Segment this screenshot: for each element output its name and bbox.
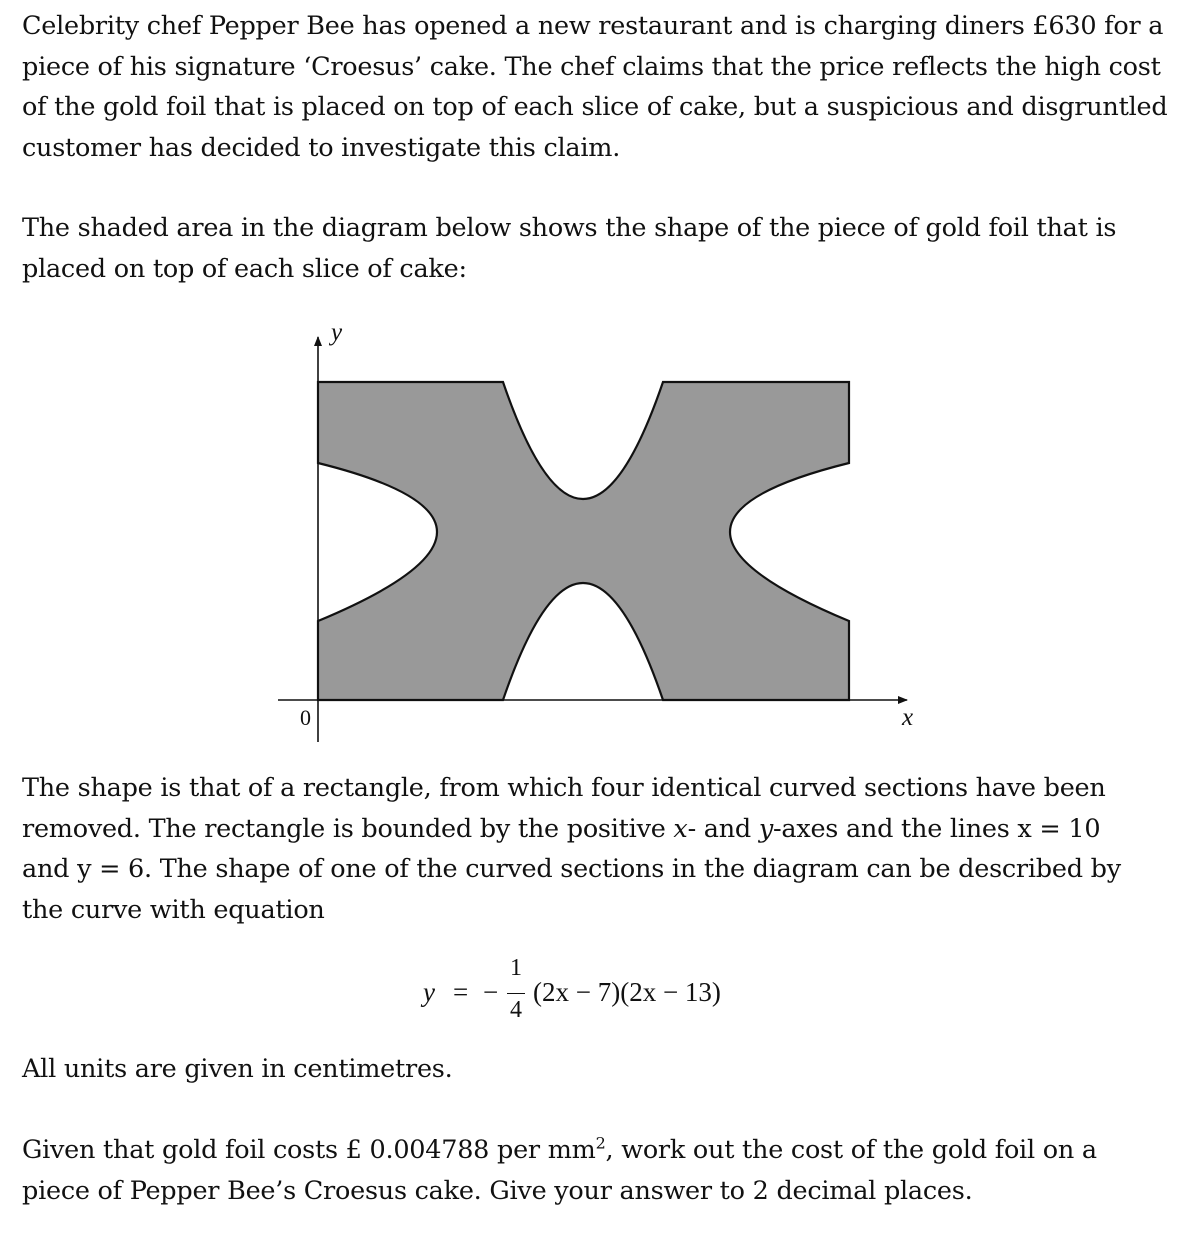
intro-line: piece of his signature ‘Croesus’ cake. The chef claims that the price reflects the high cost <box>22 51 1161 82</box>
origin-label: 0 <box>300 705 311 730</box>
final-line: piece of Pepper Bee’s Croesus cake. Give your answer to 2 decimal places. <box>22 1175 973 1206</box>
var-x: x <box>673 813 688 844</box>
shape-desc-line <box>22 809 1162 850</box>
text-run: - and <box>687 813 759 844</box>
final-line <box>22 1130 1162 1171</box>
inline-equation: y = 6 <box>77 854 145 884</box>
eq-equals: = <box>453 977 469 1007</box>
eq-lhs: y <box>423 977 435 1007</box>
diagram-intro-line: The shaded area in the diagram below shows the shape of the piece of gold foil that is <box>22 213 1117 243</box>
text-run: . The shape of one of the curved sections in the diagram can be described by <box>144 854 1121 884</box>
shape-desc-line: The shape is that of a rectangle, from which four identical curved sections have been <box>22 773 1106 803</box>
intro-line: customer has decided to investigate this claim. <box>22 132 621 163</box>
intro-line: Celebrity chef Pepper Bee has opened a new restaurant and is charging diners £630 for a <box>22 11 1164 41</box>
shape-description <box>22 768 1162 930</box>
eq-denominator: 4 <box>510 997 522 1023</box>
var-y: y <box>758 813 773 844</box>
diagram-intro-line: placed on top of each slice of cake: <box>22 253 467 284</box>
eq-factors: (2x − 7)(2x − 13) <box>533 977 721 1007</box>
x-axis-label: x <box>902 704 914 731</box>
shape-desc-line <box>22 849 1162 890</box>
intro-line: of the gold foil that is placed on top of each slice of cake, but a suspicious and disgruntled <box>22 92 1168 122</box>
final-question <box>22 1130 1162 1211</box>
inline-equation: x = 10 <box>1017 813 1101 844</box>
y-axis-label: y <box>331 319 343 346</box>
text-run: Given that gold foil costs £ 0.004788 per mm <box>22 1135 596 1165</box>
diagram-intro-paragraph <box>22 208 1162 289</box>
units-note-line: All units are given in centimetres. <box>22 1054 453 1084</box>
eq-minus: − <box>483 977 499 1007</box>
superscript: 2 <box>595 1133 606 1153</box>
text-run: removed. The rectangle is bounded by the positive <box>22 813 674 844</box>
units-note <box>22 1049 1162 1090</box>
text-run: and <box>22 854 78 884</box>
text-run: -axes and the lines <box>773 813 1018 844</box>
gold-foil-shape <box>318 382 849 700</box>
text-run: , work out the cost of the gold foil on a <box>605 1135 1097 1165</box>
eq-fraction-bar <box>507 993 525 994</box>
intro-paragraph <box>22 6 1168 168</box>
shape-desc-line: the curve with equation <box>22 894 325 925</box>
eq-numerator: 1 <box>510 955 522 981</box>
